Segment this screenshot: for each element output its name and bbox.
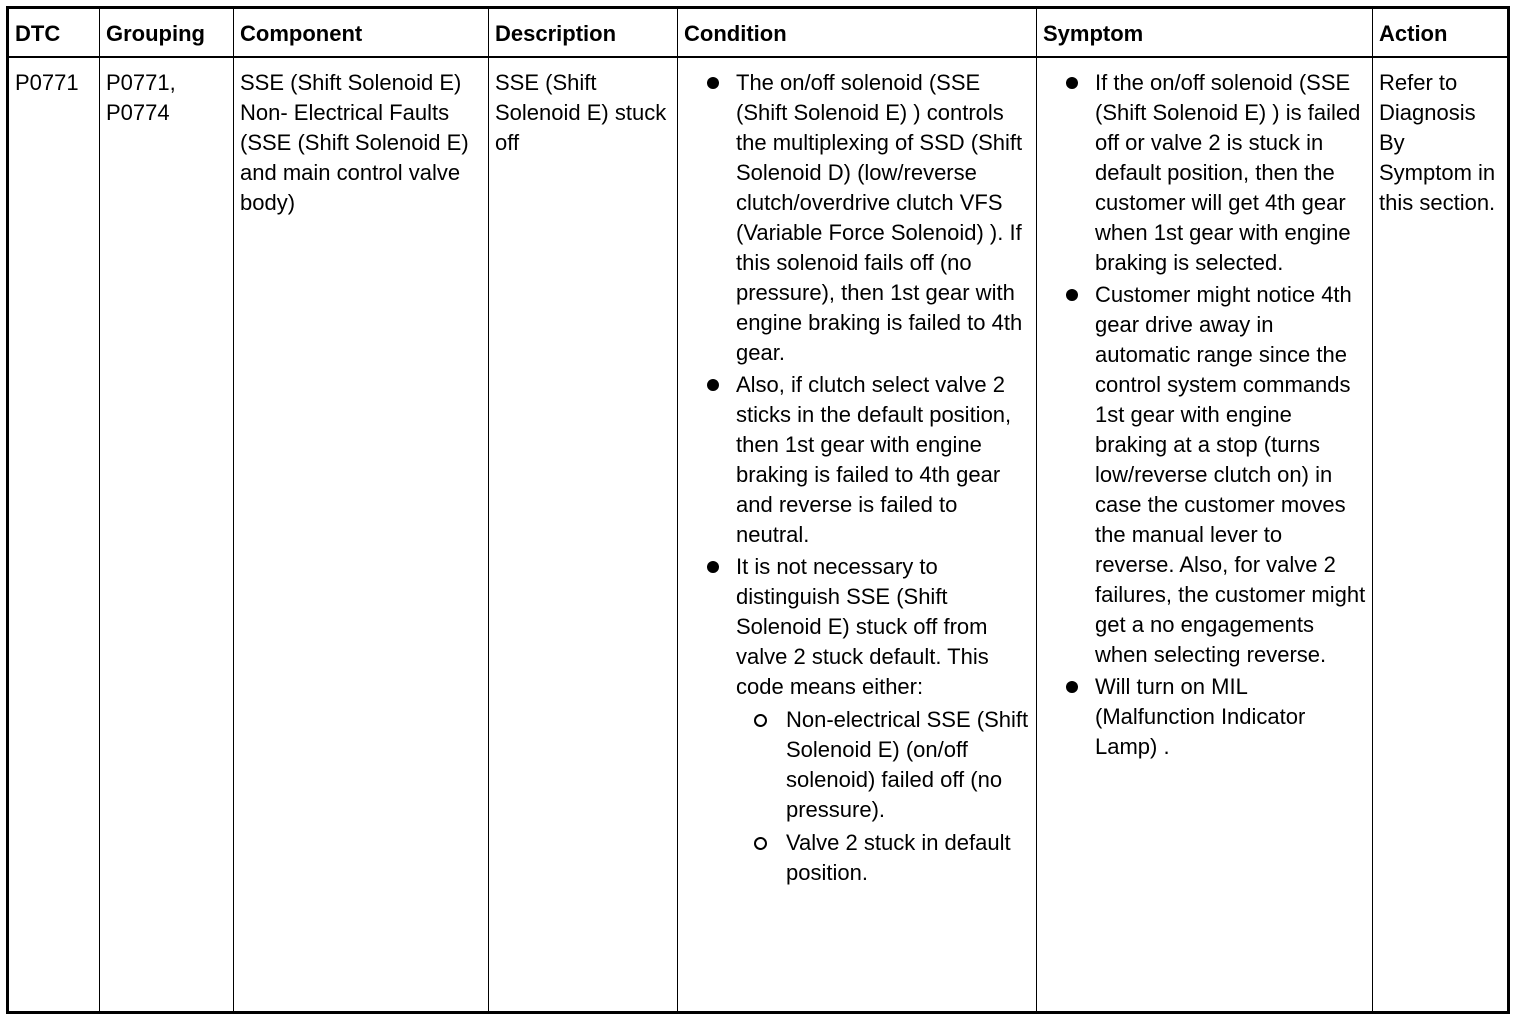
condition-list	[684, 68, 1030, 888]
cell-action	[1373, 57, 1509, 1013]
cell-grouping	[100, 57, 234, 1013]
condition-text-1: The on/off solenoid (SSE (Shift Solenoid E) ) controls the multiplexing of SSD (Shift Solenoid D) (low/reverse clutch/overdrive clutch VFS (Variable Force Solenoid) ). If this solenoid fails off (no pressure), then 1st gear with engine braking is failed to 4th gear.	[736, 70, 1023, 365]
symptom-text-2: Customer might notice 4th gear drive away in automatic range since the control system commands 1st gear with engine braking at a stop (turns low/reverse clutch on) in case the customer moves the manual lever to reverse. Also, for valve 2 failures, the customer might get a no engagements when selecting reverse.	[1095, 282, 1366, 667]
symptom-text-3: Will turn on MIL (Malfunction Indicator Lamp) .	[1095, 674, 1306, 759]
grouping-code-1: P0771,	[106, 70, 176, 95]
condition-item-3	[684, 552, 1030, 888]
condition-subtext-2: Valve 2 stuck in default position.	[786, 830, 1011, 885]
dtc-table	[6, 6, 1510, 1014]
condition-sublist	[736, 705, 1030, 888]
header-description: Description	[489, 8, 678, 58]
symptom-text-1: If the on/off solenoid (SSE (Shift Solenoid E) ) is failed off or valve 2 is stuck in default position, then the customer will get 4th gear when 1st gear with engine braking is selected.	[1095, 70, 1361, 275]
component-text: SSE (Shift Solenoid E) Non- Electrical Faults (SSE (Shift Solenoid E) and main control valve body)	[240, 70, 469, 215]
header-row	[8, 8, 1509, 58]
cell-description	[489, 57, 678, 1013]
cell-symptom	[1037, 57, 1373, 1013]
dtc-code: P0771	[15, 70, 79, 95]
condition-item-1	[684, 68, 1030, 368]
cell-condition	[678, 57, 1037, 1013]
header-component: Component	[234, 8, 489, 58]
header-grouping: Grouping	[100, 8, 234, 58]
symptom-list	[1043, 68, 1366, 762]
header-dtc: DTC	[8, 8, 100, 58]
table-row	[8, 57, 1509, 1013]
header-symptom: Symptom	[1037, 8, 1373, 58]
condition-subitem-1	[736, 705, 1030, 825]
cell-component	[234, 57, 489, 1013]
symptom-item-3	[1043, 672, 1366, 762]
grouping-code-2: P0774	[106, 100, 170, 125]
condition-text-3: It is not necessary to distinguish SSE (Shift Solenoid E) stuck off from valve 2 stuck default. This code means either:	[736, 554, 989, 699]
header-action: Action	[1373, 8, 1509, 58]
header-condition: Condition	[678, 8, 1037, 58]
symptom-item-1	[1043, 68, 1366, 278]
condition-item-2	[684, 370, 1030, 550]
action-text: Refer to Diagnosis By Symptom in this section.	[1379, 70, 1496, 215]
condition-subitem-2	[736, 828, 1030, 888]
symptom-item-2	[1043, 280, 1366, 670]
description-text: SSE (Shift Solenoid E) stuck off	[495, 70, 667, 155]
condition-text-2: Also, if clutch select valve 2 sticks in the default position, then 1st gear with engine braking is failed to 4th gear and reverse is failed to neutral.	[736, 372, 1012, 547]
condition-subtext-1: Non-electrical SSE (Shift Solenoid E) (on/off solenoid) failed off (no pressure).	[786, 707, 1029, 822]
cell-dtc	[8, 57, 100, 1013]
